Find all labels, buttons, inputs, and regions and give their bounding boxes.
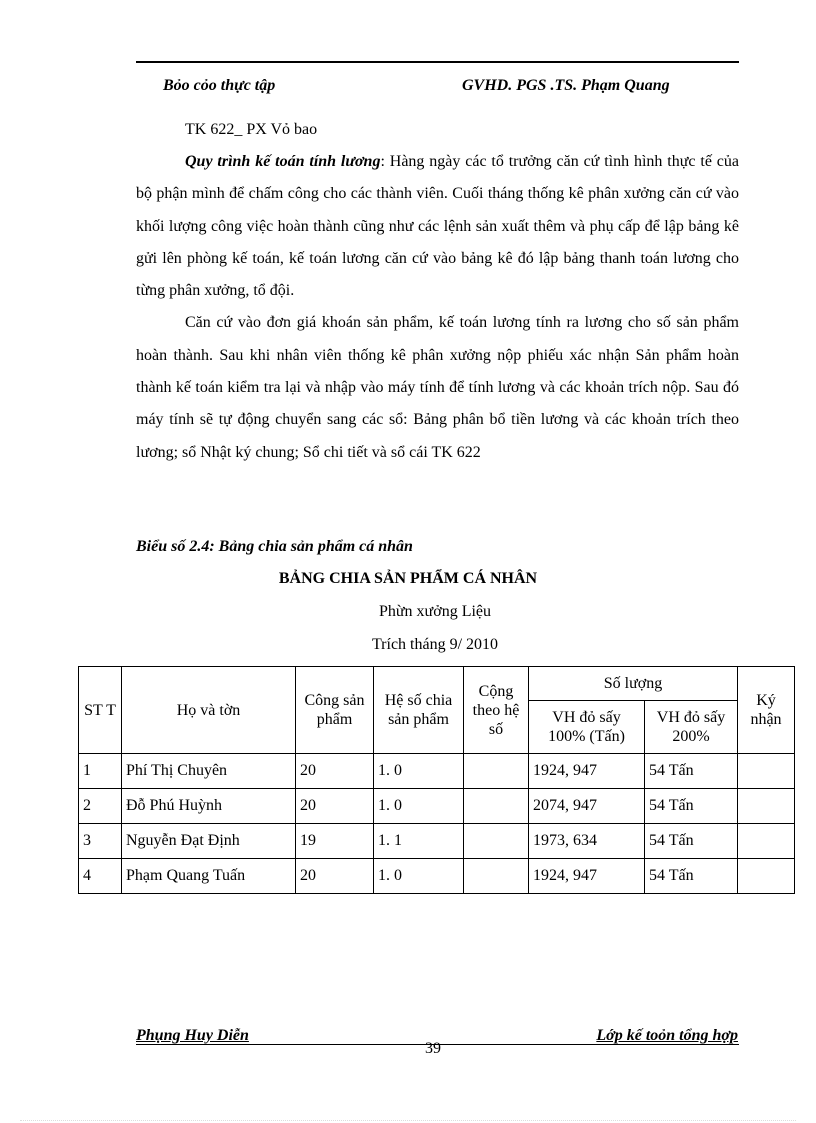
cell-heso: 1. 0: [374, 859, 464, 894]
body-section: [136, 146, 739, 469]
cell-vh100: 2074, 947: [529, 789, 645, 824]
paragraph-1-lead: Quy trình kế toán tính lương: [185, 153, 381, 170]
col-ky: Ký nhận: [738, 667, 795, 754]
col-heso: Hệ số chia sản phẩm: [374, 667, 464, 754]
paragraph-1-text: : Hàng ngày các tổ trưởng căn cứ tình hình thực tế của bộ phận mình để chấm công cho các thành viên. Cuối tháng thống kê phân xưởng căn cứ vào khối lượng công việc hoàn thành cũng như các lệnh sản xuất thêm và phụ cấp để lập bảng kê gửi lên phòng kế toán, kế toán lương căn cứ vào bảng kê đó lập bảng thanh toán lương cho từng phân xưởng, tổ đội.: [136, 153, 739, 300]
footer-class: Lớp kế toỏn tổng hợp: [596, 1027, 738, 1044]
table-title: BẢNG CHIA SẢN PHẨM CÁ NHÂN: [278, 570, 538, 587]
cell-congtheo: [464, 859, 529, 894]
cell-stt: 2: [79, 789, 122, 824]
cell-vh200: 54 Tấn: [645, 754, 738, 789]
col-cong: Công sản phẩm: [296, 667, 374, 754]
paragraph-1: [136, 146, 739, 307]
col-vh100: VH đỏ sấy 100% (Tấn): [529, 701, 645, 754]
cell-cong: 20: [296, 789, 374, 824]
table-subtitle-workshop: Phừn xưởng Liệu: [378, 603, 492, 620]
cell-heso: 1. 0: [374, 789, 464, 824]
cell-vh200: 54 Tấn: [645, 789, 738, 824]
cell-name: Đỗ Phú Huỳnh: [122, 789, 296, 824]
cell-heso: 1. 1: [374, 824, 464, 859]
col-soluong: Số lượng: [529, 667, 738, 701]
table-subtitle-period: Trích tháng 9/ 2010: [371, 636, 499, 653]
cell-name: Phạm Quang Tuấn: [122, 859, 296, 894]
cell-heso: 1. 0: [374, 754, 464, 789]
paragraph-2: Căn cứ vào đơn giá khoán sản phẩm, kế toán lương tính ra lương cho số sản phẩm hoàn thành. Sau khi nhân viên thống kê phân xưởng nộp phiếu xác nhận Sản phẩm hoàn thành kế toán kiểm tra lại và nhập vào máy tính để tính lương và các khoản trích nộp. Sau đó máy tính sẽ tự động chuyển sang các sổ: Bảng phân bổ tiền lương và các khoản trích theo lương; sổ Nhật ký chung; Sổ chi tiết và sổ cái TK 622: [136, 314, 739, 461]
cell-name: Phí Thị Chuyên: [122, 754, 296, 789]
cell-congtheo: [464, 754, 529, 789]
footer-author: Phụng Huy Diễn: [136, 1027, 249, 1044]
cell-vh100: 1973, 634: [529, 824, 645, 859]
cell-ky: [738, 824, 795, 859]
header-left: Bỏo cỏo thực tập: [163, 77, 276, 94]
cell-stt: 4: [79, 859, 122, 894]
figure-caption: Biểu số 2.4: Bảng chia sản phẩm cá nhân: [136, 538, 413, 555]
cell-cong: 20: [296, 859, 374, 894]
col-stt: ST T: [79, 667, 122, 754]
account-line: TK 622_ PX Vỏ bao: [185, 121, 318, 138]
cell-vh100: 1924, 947: [529, 754, 645, 789]
col-vh200: VH đỏ sấy 200%: [645, 701, 738, 754]
col-congtheo: Cộng theo hệ số: [464, 667, 529, 754]
cell-ky: [738, 859, 795, 894]
page-edge: [20, 1120, 796, 1121]
cell-vh100: 1924, 947: [529, 859, 645, 894]
table-row: [79, 824, 795, 859]
header-right: GVHD. PGS .TS. Phạm Quang: [462, 77, 670, 94]
cell-congtheo: [464, 824, 529, 859]
cell-vh200: 54 Tấn: [645, 859, 738, 894]
header-rule: [136, 61, 739, 63]
cell-ky: [738, 789, 795, 824]
col-name: Họ và tờn: [122, 667, 296, 754]
cell-cong: 19: [296, 824, 374, 859]
cell-stt: 1: [79, 754, 122, 789]
cell-congtheo: [464, 789, 529, 824]
allocation-table: [78, 666, 795, 894]
page-number: 39: [425, 1040, 441, 1057]
cell-ky: [738, 754, 795, 789]
cell-cong: 20: [296, 754, 374, 789]
cell-name: Nguyễn Đạt Định: [122, 824, 296, 859]
cell-vh200: 54 Tấn: [645, 824, 738, 859]
table-row: [79, 754, 795, 789]
table-row: [79, 859, 795, 894]
cell-stt: 3: [79, 824, 122, 859]
table-row: [79, 789, 795, 824]
table-header-row: [79, 667, 795, 701]
